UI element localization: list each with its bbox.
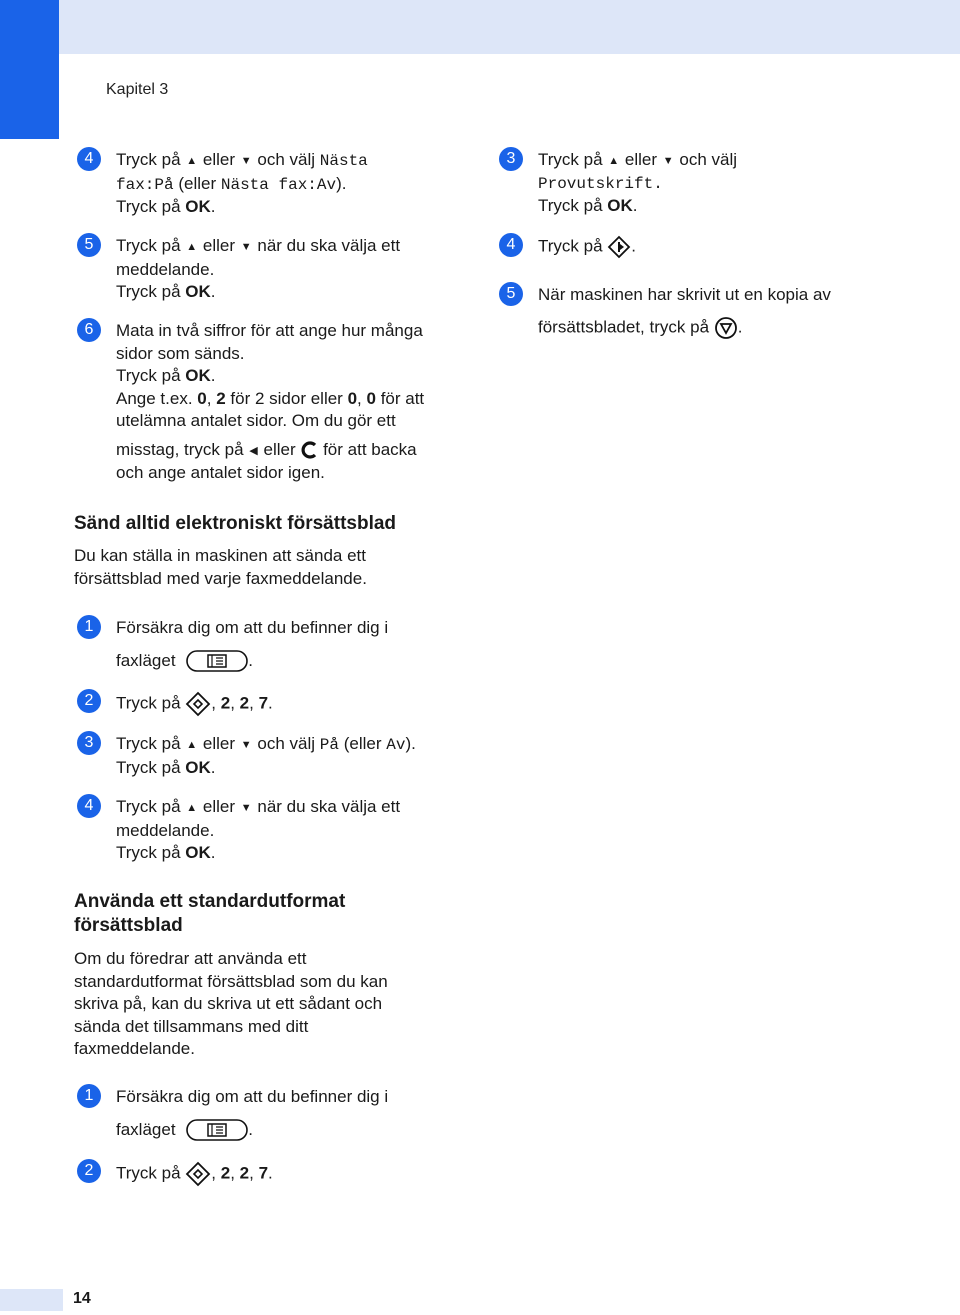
down-triangle-icon: ▼	[240, 802, 252, 814]
section2-step-2-text: Tryck på , 2, 2, 7.	[116, 1161, 476, 1187]
step-number: 2	[77, 1159, 101, 1183]
up-triangle-icon: ▲	[608, 155, 620, 167]
step-4-text: Tryck på ▲ eller ▼ och välj Nästa fax:På (eller Nästa fax:Av). Tryck på OK.	[116, 150, 368, 216]
down-triangle-icon: ▼	[662, 155, 674, 167]
right-step-4-text: Tryck på .	[538, 235, 918, 259]
step-6-text: Mata in två siffror för att ange hur många sidor som sänds. Tryck på OK. Ange t.ex. 0, 2 för 2 sidor eller 0, 0 för att utelämna antalet sidor. Om du gör ett misstag, tryck på ◀ eller för att backa och ange antalet sidor igen.	[116, 321, 425, 482]
up-triangle-icon: ▲	[186, 802, 198, 814]
page-number: 14	[73, 1290, 91, 1307]
left-triangle-icon: ◀	[249, 444, 258, 457]
step-5-text: Tryck på ▲ eller ▼ när du ska välja ett meddelande. Tryck på OK.	[116, 236, 401, 301]
step-number: 1	[77, 615, 101, 639]
step-number: 6	[77, 318, 101, 342]
step-number: 3	[77, 731, 101, 755]
section-title: Sänd alltid elektroniskt försättsblad	[74, 513, 397, 534]
header-bar	[0, 0, 960, 54]
down-triangle-icon: ▼	[240, 241, 252, 253]
up-triangle-icon: ▲	[186, 739, 198, 751]
fax-mode-icon	[186, 1119, 248, 1141]
chapter-tab	[0, 0, 59, 139]
section-paragraph: Du kan ställa in maskinen att sända ett försättsblad med varje faxmeddelande.	[74, 546, 367, 588]
step-number: 2	[77, 689, 101, 713]
up-triangle-icon: ▲	[186, 241, 198, 253]
step-number: 5	[77, 233, 101, 257]
right-step-3-text: Tryck på ▲ eller ▼ och välj Provutskrift. Tryck på OK.	[538, 150, 738, 215]
down-triangle-icon: ▼	[240, 155, 252, 167]
section-title: Använda ett standardutformat försättsblad	[74, 891, 346, 936]
right-step-5-text: När maskinen har skrivit ut en kopia av försättsbladet, tryck på .	[538, 284, 938, 340]
stop-icon	[714, 316, 738, 340]
step-number: 4	[77, 147, 101, 171]
section1-step-4-text: Tryck på ▲ eller ▼ när du ska välja ett meddelande. Tryck på OK.	[116, 797, 401, 862]
page-number-bar	[0, 1289, 63, 1311]
start-icon	[607, 235, 631, 259]
section1-step-2-text: Tryck på , 2, 2, 7.	[116, 691, 476, 717]
step-number: 3	[499, 147, 523, 171]
step-number: 4	[499, 233, 523, 257]
down-triangle-icon: ▼	[240, 739, 252, 751]
chapter-label: Kapitel 3	[106, 81, 169, 98]
up-triangle-icon: ▲	[186, 155, 198, 167]
step-number: 1	[77, 1084, 101, 1108]
fax-mode-icon	[186, 650, 248, 672]
menu-icon	[185, 691, 211, 717]
section1-step-1-text: Försäkra dig om att du befinner dig i faxläget .	[116, 617, 476, 672]
section1-step-3-text: Tryck på ▲ eller ▼ och välj På (eller Av). Tryck på OK.	[116, 734, 416, 777]
step-number: 5	[499, 282, 523, 306]
menu-icon	[185, 1161, 211, 1187]
section2-step-1-text: Försäkra dig om att du befinner dig i faxläget .	[116, 1086, 476, 1141]
section-paragraph: Om du föredrar att använda ett standardutformat försättsblad som du kan skriva på, kan du skriva ut ett sådant och sända det tillsammans med ditt faxmeddelande.	[74, 949, 388, 1058]
clear-c-icon	[300, 440, 318, 460]
step-number: 4	[77, 794, 101, 818]
